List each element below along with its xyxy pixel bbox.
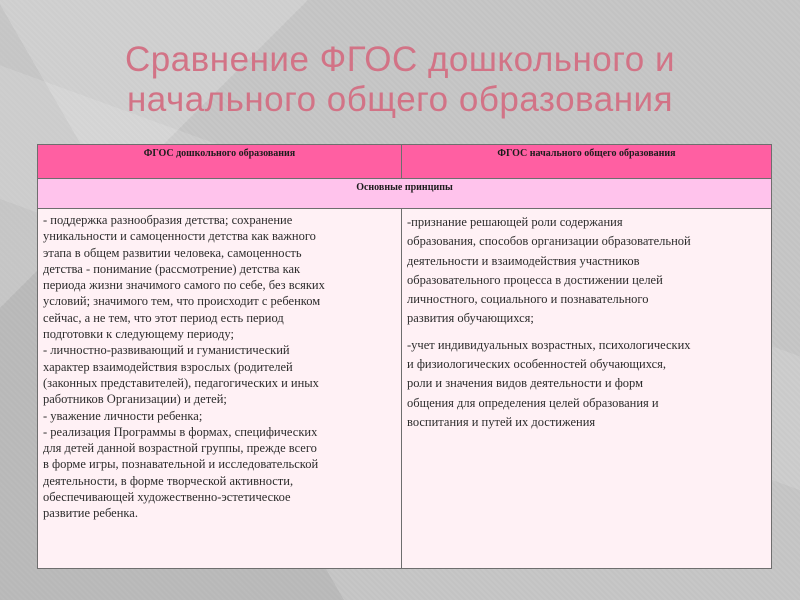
table-body-row — [38, 209, 772, 569]
right-line: и физиологических особенностей обучающихся, — [407, 357, 667, 372]
header-primary: ФГОС начального общего образования — [402, 145, 772, 179]
left-line: условий; значимого тем, что происходит с ребенком — [43, 294, 321, 309]
right-paragraph — [407, 214, 766, 327]
table-header-row — [38, 145, 772, 179]
right-line: личностного, социального и познавательного — [407, 292, 649, 307]
left-line: в форме игры, познавательной и исследовательской — [43, 457, 319, 472]
right-line: образовательного процесса в достижении целей — [407, 272, 663, 287]
subheader-principles: Основные принципы — [38, 179, 772, 209]
slide-title: Сравнение ФГОС дошкольного и начального общего образования — [124, 40, 676, 119]
left-line: - поддержка разнообразия детства; сохранение — [43, 213, 293, 227]
right-line: -учет индивидуальных возрастных, психологических — [407, 337, 691, 352]
left-line: сейчас, а не тем, что этот период есть период — [43, 310, 284, 325]
left-line: подготовки к следующему периоду; — [43, 327, 234, 342]
left-line: деятельности, в форме творческой активности, — [43, 473, 294, 488]
left-line: - реализация Программы в формах, специфических — [43, 424, 318, 439]
right-line: роли и значения видов деятельности и форм — [407, 376, 644, 391]
left-line: для детей данной возрастной группы, прежде всего — [43, 441, 317, 456]
left-line: - уважение личности ребенка; — [43, 408, 203, 423]
left-line: - личностно-развивающий и гуманистический — [43, 343, 290, 358]
left-line: детства - понимание (рассмотрение) детства как — [43, 261, 301, 276]
right-line: воспитания и путей их достижения — [407, 414, 596, 429]
left-line: развитие ребенка. — [43, 506, 138, 521]
left-line: работников Организации) и детей; — [43, 392, 227, 407]
left-line: (законных представителей), педагогических и иных — [43, 375, 319, 390]
primary-principles-cell — [402, 209, 772, 569]
header-preschool: ФГОС дошкольного образования — [38, 145, 402, 179]
right-line: общения для определения целей образования и — [407, 395, 659, 410]
comparison-table — [37, 144, 772, 569]
left-line: уникальности и самоценности детства как важного — [43, 229, 316, 244]
left-line: периода жизни значимого самого по себе, без всяких — [43, 278, 325, 293]
right-line: -признание решающей роли содержания — [407, 215, 623, 229]
right-line: деятельности и взаимодействия участников — [407, 253, 640, 268]
right-line: развития обучающихся; — [407, 311, 534, 326]
preschool-principles-cell — [38, 209, 402, 569]
right-line: образования, способов организации образовательной — [407, 234, 691, 249]
left-line: обеспечивающей художественно-эстетическое — [43, 490, 291, 505]
left-line: этапа в общем развитии человека, самоценность — [43, 245, 302, 260]
right-paragraph — [407, 337, 766, 430]
left-line: характер взаимодействия взрослых (родителей — [43, 359, 293, 374]
table-subheader-row — [38, 179, 772, 209]
